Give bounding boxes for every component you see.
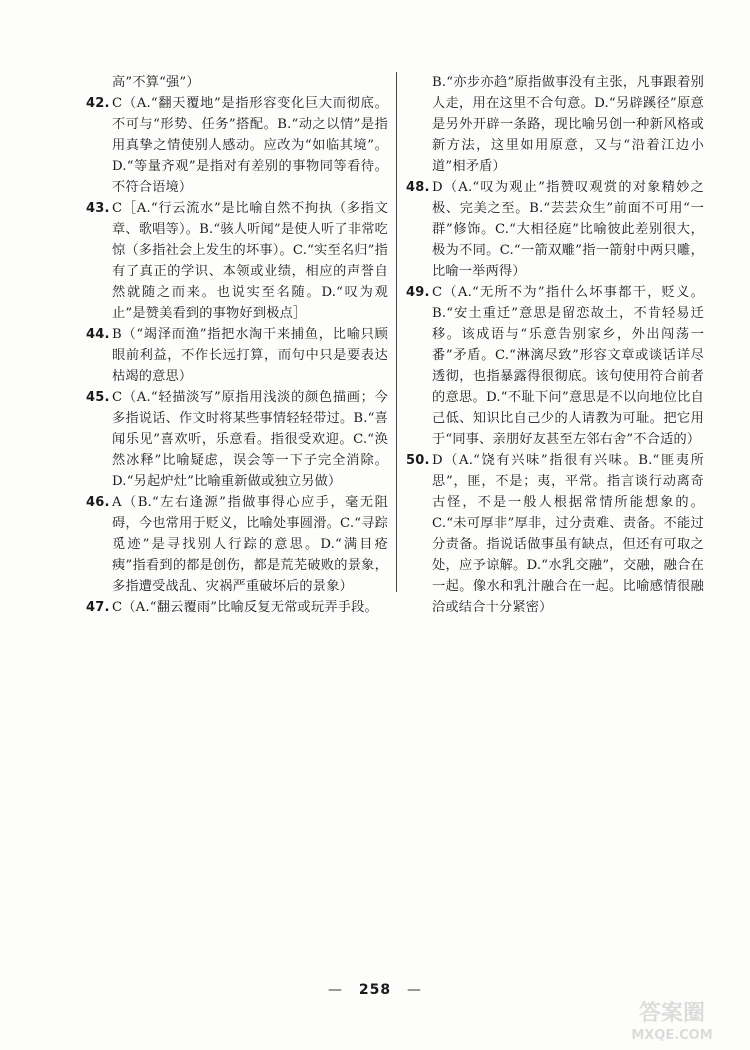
answer-number: 45. [86,390,110,405]
answer-number: 42. [86,96,110,111]
answer-text: C（A.“翻天覆地”是指形容变化巨大而彻底。不可与“形势、任务”搭配。B.“动之以情”是指用真挚之情使别人感动。应改为“如临其境”。D.“等量齐观”是指对有差别的事物同等看待。不符合语境） [112,96,388,195]
answer-entry-48 [406,177,704,282]
answer-number: 47. [86,600,110,615]
answer-entry-continuation [406,72,704,177]
answer-entry-43 [86,198,388,324]
column-divider [396,72,397,592]
answer-number: 43. [86,201,110,216]
answer-text: A（B.“左右逢源”指做事得心应手，毫无阻碍，今也常用于贬义，比喻处事圆滑。C.“寻踪觅迹”是寻找别人行踪的意思。D.“满目疮痍”指看到的都是创伤，都是荒芜破败的景象，多指遭受战乱、灾祸严重破坏后的景象） [112,495,388,594]
footer-dash-left: — [328,982,343,998]
page-number: 258 [358,982,392,998]
answer-number: 46. [86,495,110,510]
answer-text: 高”不算“强”） [112,75,200,90]
answer-number: 49. [406,285,430,300]
answer-entry-50 [406,450,704,618]
answer-number: 48. [406,180,430,195]
answer-entry-45 [86,387,388,492]
answer-number: 44. [86,327,110,342]
answer-number: 50. [406,453,430,468]
answer-entry-44 [86,324,388,387]
right-column [406,72,704,618]
answer-entry-46 [86,492,388,597]
answer-text: C（A.“无所不为”指什么坏事都干，贬义。B.“安土重迁”意思是留恋故土，不肯轻易迁移。该成语与“乐意告别家乡，外出闯荡一番”矛盾。C.“淋漓尽致”形容文章或谈话详尽透彻，也指暴露得很彻底。该句使用符合前者的意思。D.“不耻下问”意思是不以向地位比自己低、知识比自己少的人请教为可耻。把它用于“同事、亲朋好友甚至左邻右舍”不合适的） [432,285,704,447]
answer-text: C（A.“轻描淡写”原指用浅淡的颜色描画；今多指说话、作文时将某些事情轻轻带过。B.“喜闻乐见”喜欢听，乐意看。指很受欢迎。C.“涣然冰释”比喻疑虑，误会等一下子完全消除。D.“另起炉灶”比喻重新做或独立另做） [112,390,388,489]
left-column [86,72,388,618]
answer-text: B（“竭泽而渔”指把水淘干来捕鱼，比喻只顾眼前利益，不作长远打算，而句中只是要表达枯竭的意思） [112,327,388,384]
answer-entry-47 [86,597,388,618]
answer-text: D（A.“叹为观止”指赞叹观赏的对象精妙之极、完美之至。B.“芸芸众生”前面不可用“一群”修饰。C.“大相径庭”比喻彼此差别很大，极为不同。C.“一箭双雕”指一箭射中两只雕，比喻一举两得） [432,180,704,279]
answer-text: C［A.“行云流水”是比喻自然不拘执（多指文章、歌唱等）。B.“骇人听闻”是使人听了非常吃惊（多指社会上发生的坏事）。C.“实至名归”指有了真正的学识、本领或业绩，相应的声誉自然就随之而来。也说实至名随。D.“叹为观止”是赞美看到的事物好到极点］ [112,201,388,321]
watermark-line2: MXQE.COM [631,1028,713,1043]
answer-entry-42 [86,93,388,198]
footer-dash-right: — [406,982,422,998]
answer-entry-continuation [86,72,388,93]
answer-entry-49 [406,282,704,450]
answer-text: C（A.“翻云覆雨”比喻反复无常或玩弄手段。 [112,600,378,615]
watermark-logo [602,994,742,1044]
answer-text: D（A.“饶有兴味”指很有兴味。B.“匪夷所思”，匪，不是；夷，平常。指言谈行动离奇古怪，不是一般人根据常情所能想象的。C.“未可厚非”厚非，过分责难、责备。不能过分责备。指说话做事虽有缺点，但还有可取之处，应予谅解。D.“水乳交融”，交融，融合在一起。像水和乳汁融合在一起。比喻感情很融洽或结合十分紧密） [432,453,704,615]
answer-text: B.“亦步亦趋”原指做事没有主张，凡事跟着别人走，用在这里不合句意。D.“另辟蹊径”原意是另外开辟一条路，现比喻另创一种新风格或新方法，这里如用原意，又与“沿着江边小道”相矛盾） [432,75,704,174]
watermark-line1: 答案圈 [638,1001,706,1026]
